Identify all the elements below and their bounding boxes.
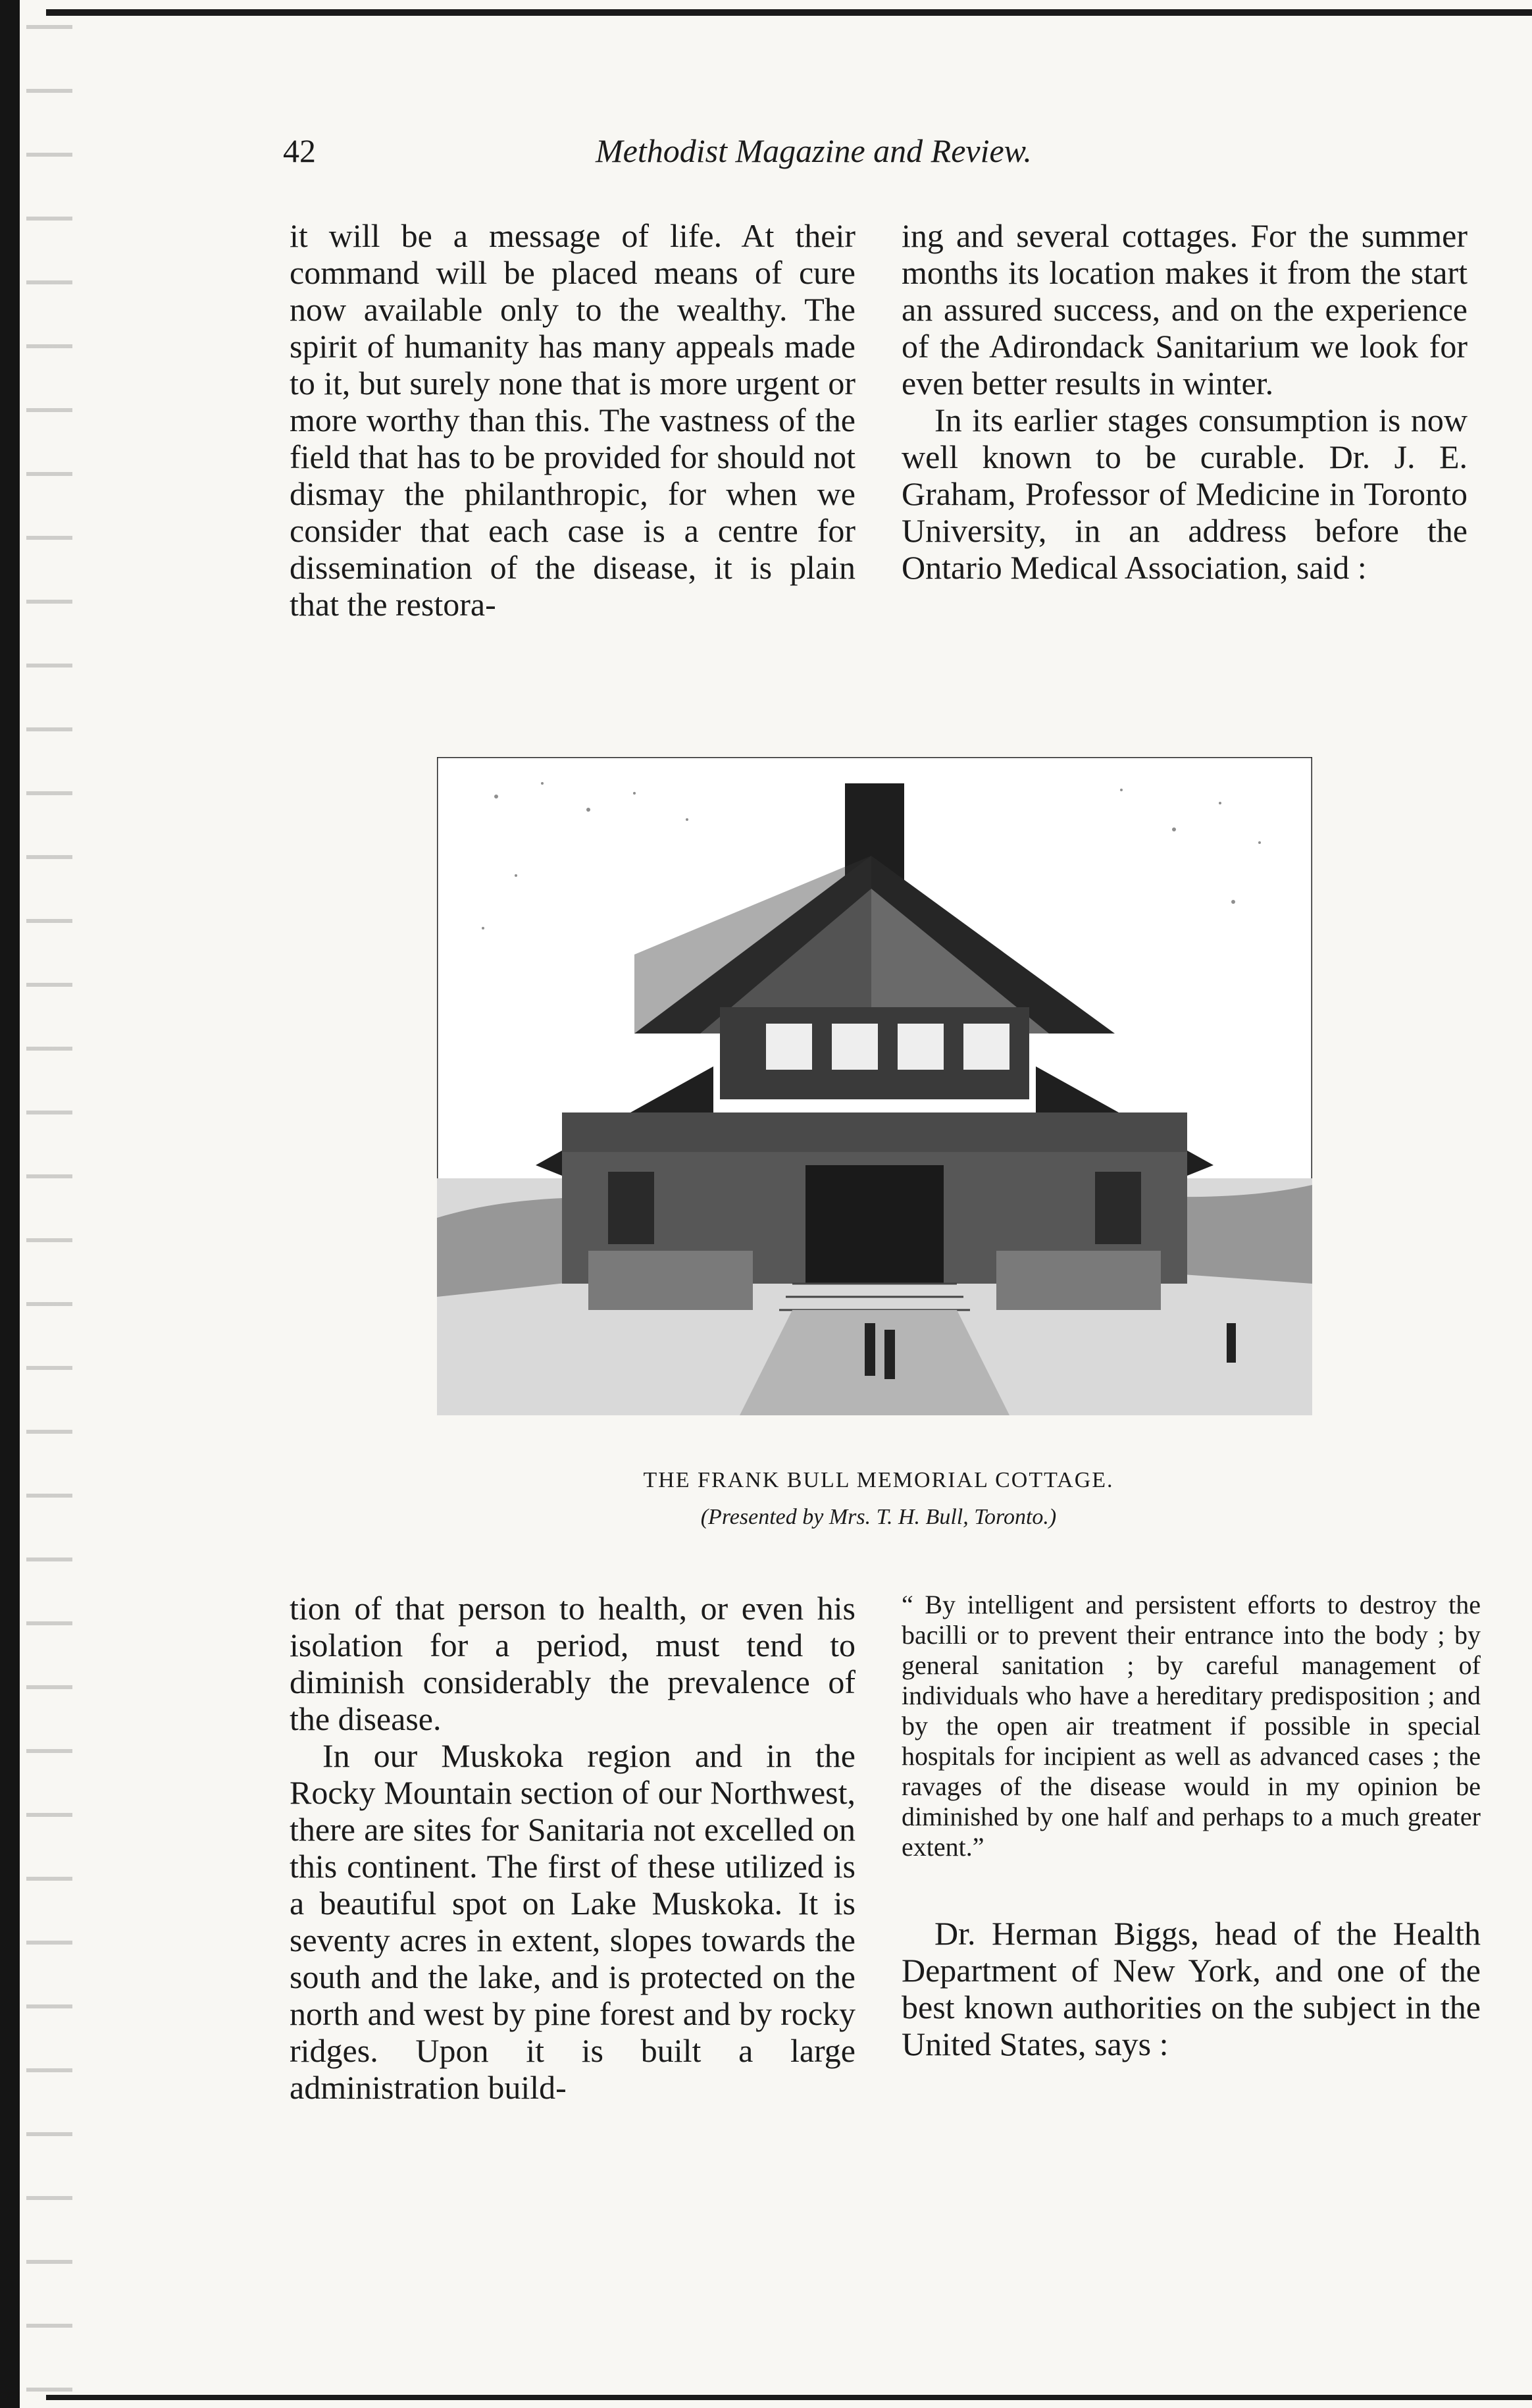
binding-shadow	[26, 0, 72, 2408]
paragraph: it will be a message of life. At their command will be placed means of cure now available only to the wealthy. The spirit of humanity has many appeals made to it, but surely none that is more urgent or more worthy than this. The vastness of the field that has to be provided for should not dismay the philanthropic, for when we consider that each case is a centre for dissemination of the disease, it is plain that the restora-	[290, 217, 855, 623]
running-title: Methodist Magazine and Review.	[596, 132, 1032, 169]
paragraph: Dr. Herman Biggs, head of the Health Department of New York, and one of the best known authorities on the subject in the United States, says :	[902, 1915, 1481, 2062]
column-bottom-left	[290, 1590, 855, 2106]
column-top-left	[290, 217, 855, 623]
page-number: 42	[283, 132, 316, 169]
paragraph: ing and several cottages. For the summer months its location makes it from the start an assured success, and on the experience of the Adirondack Sanitarium we look for even better results in winter.	[902, 217, 1468, 402]
column-bottom-right	[902, 1590, 1481, 2062]
top-border-rule	[46, 9, 1532, 16]
paragraph: In its earlier stages consumption is now well known to be curable. Dr. J. E. Graham, Professor of Medicine in Toronto University, in an address before the Ontario Medical Association, said :	[902, 402, 1468, 586]
page-header	[283, 132, 1158, 184]
paragraph: In our Muskoka region and in the Rocky Mountain section of our Northwest, there are sites for Sanitaria not excelled on this continent. The first of these utilized is a beautiful spot on Lake Muskoka. It is seventy acres in extent, slopes towards the south and the lake, and is protected on the north and west by pine forest and by rocky ridges. Upon it is built a large administration build-	[290, 1737, 855, 2106]
block-quote: “ By intelligent and persistent efforts to destroy the bacilli or to prevent their entrance into the body ; by general sanitation ; by careful management of individuals who have a hereditary predisposition ; and by the open air treatment if possible in special hospitals for incipient as well as advanced cases ; the ravages of the disease would in my opinion be diminished by one half and perhaps to a much greater extent.”	[902, 1590, 1481, 1862]
cottage-illustration	[437, 757, 1312, 1415]
column-top-right	[902, 217, 1468, 586]
paragraph: tion of that person to health, or even his isolation for a period, must tend to diminish considerably the prevalence of the disease.	[290, 1590, 855, 1737]
bottom-border-rule	[46, 2395, 1532, 2400]
caption-credit: (Presented by Mrs. T. H. Bull, Toronto.)	[700, 1505, 1057, 1529]
figure-caption	[290, 1461, 1468, 1530]
binding-edge	[0, 0, 20, 2408]
spacer	[902, 1862, 1481, 1915]
caption-title: THE FRANK BULL MEMORIAL COTTAGE.	[643, 1468, 1114, 1492]
